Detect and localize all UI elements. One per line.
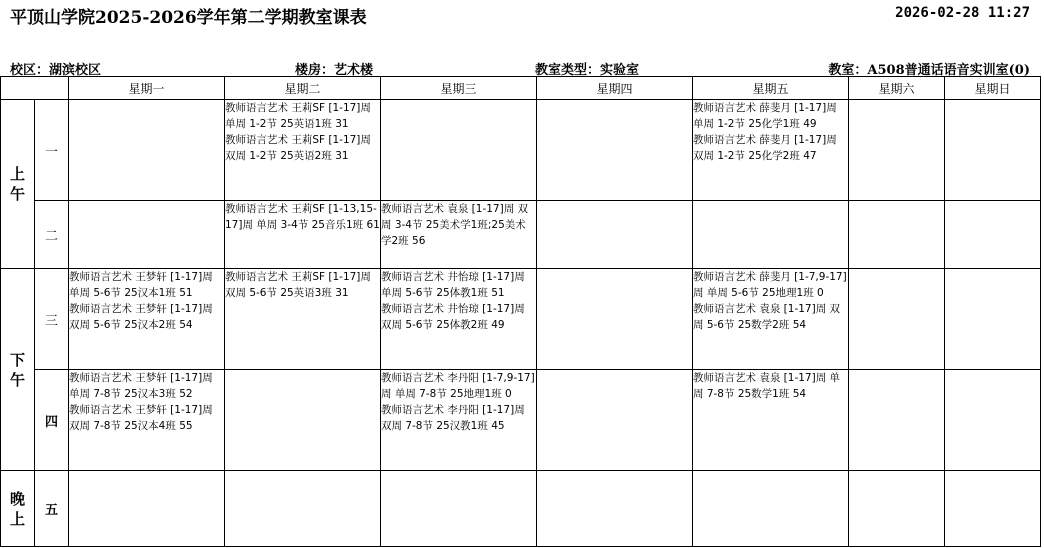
course-entry: 教师语言艺术 王莉SF [1-13,15-17]周 单周 3-4节 25音乐1班 61 <box>225 203 380 231</box>
course-entry: 教师语言艺术 井怡琼 [1-17]周 双周 5-6节 25体教2班 49 <box>381 303 525 331</box>
period-evening <box>1 471 35 547</box>
course-entry: 教师语言艺术 王梦轩 [1-17]周 双周 7-8节 25汉本4班 55 <box>69 404 213 432</box>
course-entry: 教师语言艺术 王梦轩 [1-17]周 单周 5-6节 25汉本1班 51 <box>69 271 213 299</box>
course-cell <box>381 100 537 201</box>
course-entry: 教师语言艺术 袁泉 [1-17]周 单周 7-8节 25数学1班 54 <box>693 372 841 400</box>
course-cell <box>945 201 1041 269</box>
course-entry: 教师语言艺术 王梦轩 [1-17]周 双周 5-6节 25汉本2班 54 <box>69 303 213 331</box>
section-3: 三 <box>35 269 69 370</box>
course-cell <box>693 370 849 471</box>
course-cell <box>849 471 945 547</box>
course-cell <box>381 370 537 471</box>
course-cell <box>225 370 381 471</box>
course-cell <box>225 100 381 201</box>
course-cell <box>225 471 381 547</box>
course-cell <box>849 100 945 201</box>
day-header-mon: 星期一 <box>69 77 225 100</box>
period-afternoon <box>1 269 35 471</box>
course-cell <box>69 370 225 471</box>
course-cell <box>693 100 849 201</box>
course-entry: 教师语言艺术 王莉SF [1-17]周 单周 1-2节 25英语1班 31 <box>225 102 371 130</box>
course-cell <box>849 201 945 269</box>
course-cell <box>225 201 381 269</box>
section-1: 一 <box>35 100 69 201</box>
course-cell <box>381 201 537 269</box>
day-header-wed: 星期三 <box>381 77 537 100</box>
table-row <box>1 471 1041 547</box>
course-cell <box>69 471 225 547</box>
page-title: 平顶山学院2025-2026学年第二学期教室课表 <box>10 8 367 28</box>
course-cell <box>537 269 693 370</box>
timetable <box>0 76 1041 547</box>
table-row <box>1 201 1041 269</box>
campus-label: 校区：湖滨校区 <box>10 63 102 78</box>
course-cell <box>537 201 693 269</box>
day-header-thu: 星期四 <box>537 77 693 100</box>
day-header-tue: 星期二 <box>225 77 381 100</box>
table-row <box>1 100 1041 201</box>
period-morning-label: 上午 <box>9 165 25 203</box>
corner-cell <box>1 77 69 100</box>
course-cell <box>69 201 225 269</box>
day-header-row <box>1 77 1041 100</box>
table-row <box>1 269 1041 370</box>
course-entry: 教师语言艺术 王莉SF [1-17]周 双周 1-2节 25英语2班 31 <box>225 134 371 162</box>
course-entry: 教师语言艺术 薛斐月 [1-7,9-17]周 单周 5-6节 25地理1班 0 <box>693 271 847 299</box>
section-4: 四 <box>35 370 69 471</box>
course-cell <box>381 269 537 370</box>
section-2: 二 <box>35 201 69 269</box>
day-header-sat: 星期六 <box>849 77 945 100</box>
course-cell <box>69 269 225 370</box>
period-afternoon-label: 下午 <box>9 350 25 389</box>
course-entry: 教师语言艺术 薛斐月 [1-17]周 单周 1-2节 25化学1班 49 <box>693 102 837 130</box>
course-cell <box>693 269 849 370</box>
course-cell <box>945 370 1041 471</box>
period-evening-label: 晚上 <box>9 489 25 528</box>
course-entry: 教师语言艺术 李丹阳 [1-17]周 双周 7-8节 25汉教1班 45 <box>381 404 525 432</box>
course-cell <box>849 370 945 471</box>
course-cell <box>693 201 849 269</box>
print-timestamp: 2026-02-28 11:27 <box>895 5 1030 21</box>
course-entry: 教师语言艺术 王梦轩 [1-17]周 单周 7-8节 25汉本3班 52 <box>69 372 213 400</box>
course-cell <box>693 471 849 547</box>
day-header-fri: 星期五 <box>693 77 849 100</box>
course-cell <box>537 370 693 471</box>
course-entry: 教师语言艺术 井怡琼 [1-17]周 单周 5-6节 25体教1班 51 <box>381 271 525 299</box>
course-cell <box>537 471 693 547</box>
table-row <box>1 370 1041 471</box>
course-entry: 教师语言艺术 王莉SF [1-17]周 双周 5-6节 25英语3班 31 <box>225 271 371 299</box>
course-cell <box>381 471 537 547</box>
day-header-sun: 星期日 <box>945 77 1041 100</box>
room-type-label: 教室类型：实验室 <box>535 63 640 78</box>
course-entry: 教师语言艺术 李丹阳 [1-7,9-17]周 单周 7-8节 25地理1班 0 <box>381 372 535 400</box>
course-cell <box>849 269 945 370</box>
course-cell <box>945 269 1041 370</box>
course-entry: 教师语言艺术 袁泉 [1-17]周 双周 5-6节 25数学2班 54 <box>693 303 841 331</box>
course-cell <box>225 269 381 370</box>
course-cell <box>537 100 693 201</box>
section-5: 五 <box>35 471 69 547</box>
building-label: 楼房：艺术楼 <box>295 63 374 78</box>
room-label: 教室：A508普通话语音实训室(0) <box>828 63 1030 78</box>
course-entry: 教师语言艺术 袁泉 [1-17]周 双周 3-4节 25美术学1班;25美术学2班 56 <box>381 203 529 247</box>
period-morning <box>1 100 35 269</box>
course-cell <box>69 100 225 201</box>
course-cell <box>945 100 1041 201</box>
course-cell <box>945 471 1041 547</box>
course-entry: 教师语言艺术 薛斐月 [1-17]周 双周 1-2节 25化学2班 47 <box>693 134 837 162</box>
